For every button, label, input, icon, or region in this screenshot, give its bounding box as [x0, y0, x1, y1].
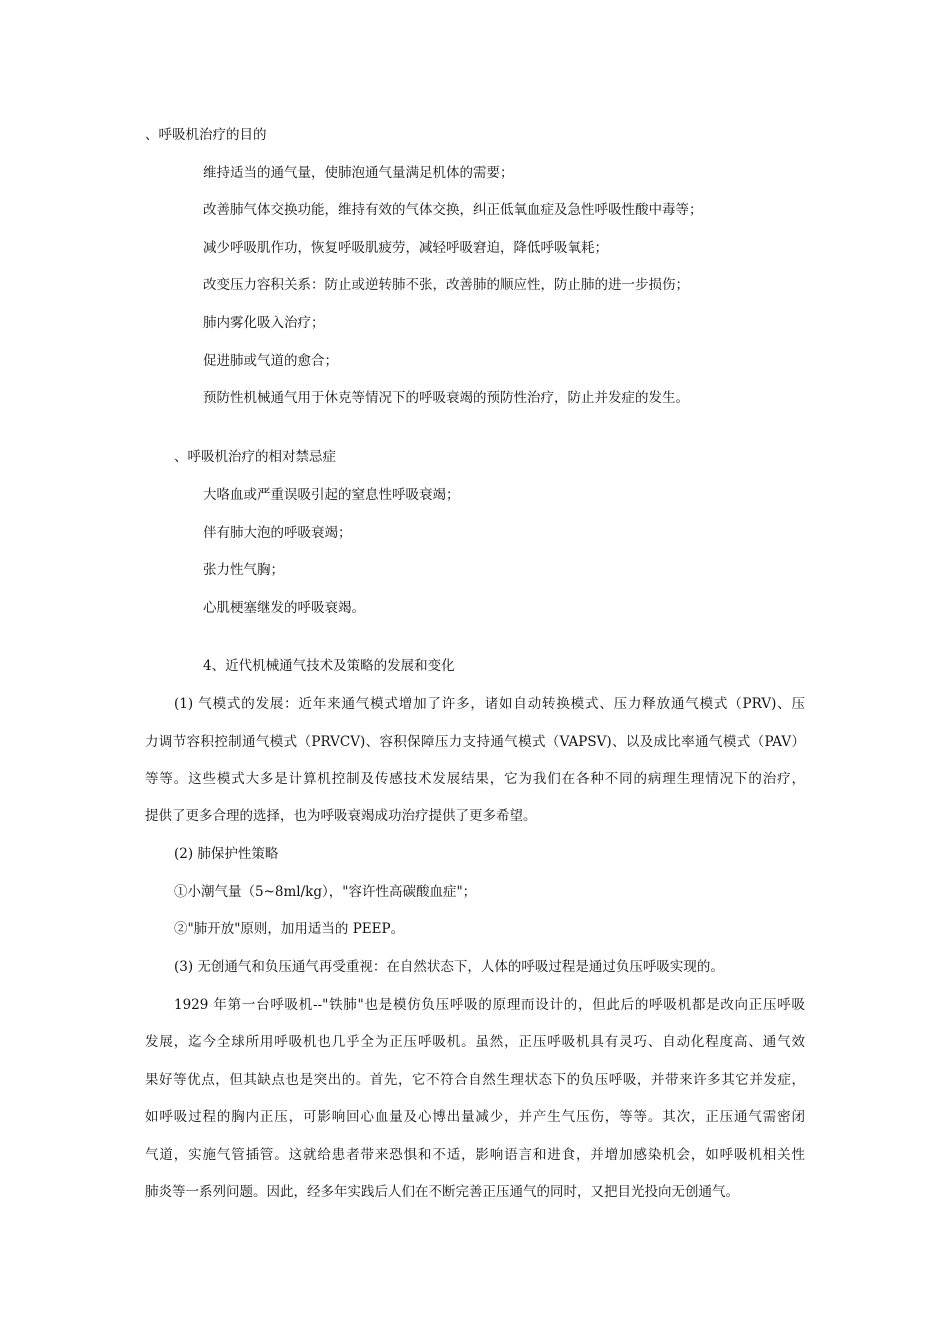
list-item: ①小潮气量（5~8ml/kg），"容许性高碳酸血症"；	[174, 884, 477, 900]
paragraph-line: 力调节容积控制通气模式（PRVCV)、容积保障压力支持通气模式（VAPSV)、以及成比率通气模式（PAV）	[145, 734, 805, 750]
list-item: 改善肺气体交换功能，维持有效的气体交换，纠正低氧血症及急性呼吸性酸中毒等；	[203, 202, 703, 218]
paragraph-line: 如呼吸过程的胸内正压，可影响回心血量及心博出量减少，并产生气压伤，等等。其次，正压通气需密闭	[145, 1109, 805, 1125]
section-heading-contraindications: 、呼吸机治疗的相对禁忌症	[174, 449, 336, 465]
paragraph-line: (1) 气模式的发展：近年来通气模式增加了许多，诸如自动转换模式、压力释放通气模式（PRV)、压	[174, 696, 805, 712]
section-heading-purpose: 、呼吸机治疗的目的	[145, 127, 267, 143]
section-heading-development: 4、近代机械通气技术及策略的发展和变化	[203, 658, 455, 674]
paragraph-line: 1929 年第一台呼吸机--"铁肺"也是模仿负压呼吸的原理而设计的，但此后的呼吸机都是改向正压呼吸	[174, 997, 805, 1013]
paragraph-line: 果好等优点，但其缺点也是突出的。首先，它不符合自然生理状态下的负压呼吸，并带来许多其它并发症，	[145, 1072, 805, 1088]
paragraph-line: 气道，实施气管插管。这就给患者带来恐惧和不适，影响语言和进食，并增加感染机会，如呼吸机相关性	[145, 1147, 805, 1163]
paragraph-line: 肺炎等一系列问题。因此，经多年实践后人们在不断完善正压通气的同时，又把目光投向无创通气。	[145, 1184, 739, 1200]
paragraph-line: 发展，迄今全球所用呼吸机也几乎全为正压呼吸机。虽然，正压呼吸机具有灵巧、自动化程度高、通气效	[145, 1034, 805, 1050]
list-item: 减少呼吸肌作功，恢复呼吸肌疲劳，减轻呼吸窘迫，降低呼吸氧耗；	[203, 240, 608, 256]
list-item: 促进肺或气道的愈合；	[203, 353, 338, 369]
paragraph-line: 等等。这些模式大多是计算机控制及传感技术发展结果，它为我们在各种不同的病理生理情况下的治疗，	[145, 771, 805, 787]
list-item: 预防性机械通气用于休克等情况下的呼吸衰竭的预防性治疗，防止并发症的发生。	[203, 390, 689, 406]
list-item: 大咯血或严重误吸引起的窒息性呼吸衰竭；	[203, 487, 460, 503]
list-item: 肺内雾化吸入治疗；	[203, 315, 325, 331]
paragraph-line: 提供了更多合理的选择，也为呼吸衰竭成功治疗提供了更多希望。	[145, 808, 537, 824]
list-item: 心肌梗塞继发的呼吸衰竭。	[203, 600, 365, 616]
subheading-lung-protective: (2) 肺保护性策略	[174, 846, 279, 862]
list-item: 伴有肺大泡的呼吸衰竭；	[203, 525, 352, 541]
list-item: ②"肺开放"原则，加用适当的 PEEP。	[174, 921, 405, 937]
list-item: 维持适当的通气量，使肺泡通气量满足机体的需要；	[203, 165, 514, 181]
list-item: 改变压力容积关系：防止或逆转肺不张，改善肺的顺应性，防止肺的进一步损伤；	[203, 277, 689, 293]
subheading-noninvasive: (3) 无创通气和负压通气再受重视：在自然状态下，人体的呼吸过程是通过负压呼吸实现的。	[174, 959, 724, 975]
list-item: 张力性气胸；	[203, 562, 284, 578]
